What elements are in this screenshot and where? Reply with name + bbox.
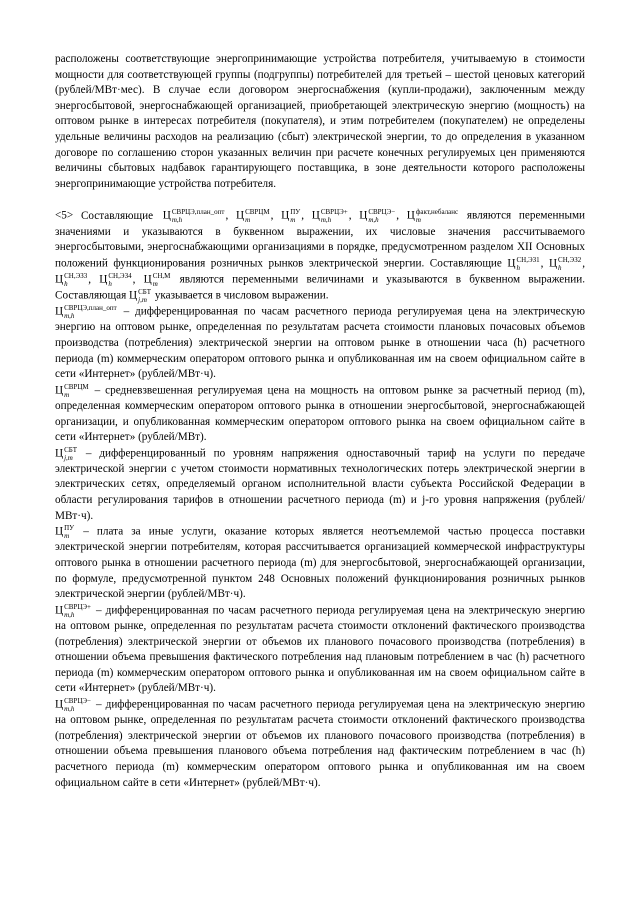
footnote-after-components: являются переменными значениями и указываются в буквенном выражении, их числовые значения рассчитываемого энергосбытовыми, энергоснабжающими организациями в порядке, предусмотренном разделом XII Основных положений функционирования розничных рынков электрической энергии. Составляющие (55, 209, 586, 270)
symbol-ch2: Ц СН,ЭЗ2 h (548, 255, 582, 272)
footnote-after-sst: указывается в числовом выражении. (154, 289, 329, 302)
definition-plus (55, 603, 585, 697)
footnote-marker: <5> (55, 209, 74, 222)
intro-paragraph: расположены соответствующие энергопринимающие устройства потребителя, учитываемую в стоимости мощности для соответствующей группы (подгруппы) потребителей для третьей – шестой ценовых категорий (рублей/МВт·мес). В случае если договором энергоснабжения (купли-продажи), заключенным между энергосбытовой, энергоснабжающей организацией, приобретающей электрическую энергию (мощность) на оптовом рынке в интересах потребителя (покупателя), и этим потребителем (покупателем) не определены удельные величины расходов на реализацию (сбыт) электрической энергии, то до определения в указанном договоре по соглашению сторон указанных величин при расчете конечных регулируемых цен применяются величины сбытовых надбавок гарантирующего поставщика, в зоне деятельности которого расположены энергопринимающие устройства потребителя. (55, 53, 585, 190)
definition-svrcm (55, 383, 585, 446)
symbol-plan-opt: Ц СВРЦЭ,план_опт m,h (162, 208, 225, 225)
symbol-sst: Ц СБТ j,m (129, 288, 152, 305)
symbol-pu: Ц ПУ m (281, 208, 301, 225)
definition-svrcm-text: – средневзвешенная регулируемая цена на мощность на оптовом рынке за расчетный период (m), определенная коммерческим оператором оптового рынка в отношении энергосбытовой, энергоснабжающей организации, и опубликованная коммерческим оператором оптового рынка на своем официальном сайте в сети «Интернет» (рублей/МВт). (55, 384, 586, 444)
symbol-ch3: Ц СН,ЭЗ3 h (55, 271, 88, 288)
definition-minus-text: – дифференцированная по часам расчетного периода регулируемая цена на электрическую энергию на оптовом рынке, определенная по результатам расчета стоимости отклонений фактического производства (потребления) электрической энергии от объемов их планового почасового производства (потребления) в отношении объема превышения планового объема потребления над фактическим потреблением в час (h) расчетного периода (m) коммерческим оператором оптового рынка и опубликованная им на своем официальном сайте в сети «Интернет» (рублей/МВт·ч). (55, 698, 586, 789)
symbol-plus-def: Ц СВРЦЭ+ m,h (55, 602, 91, 619)
footnote-paragraph: <5> Составляющие Ц СВРЦЭ,план_опт m,h , Ц СВРЦМ m , Ц ПУ m , Ц СВРЦЭ+ m,h , Ц СВРЦЭ− m,h , Ц факт,небаланс m являются переменными значениями и указываются в буквенном выражении, их числовые значения рассчитываемого энергосбытовыми, энергоснабжающими организациями в порядке, предусмотренном разделом XII Основных положений функционирования розничных рынков электрической энергии. Составляющие Ц СН,ЭЗ1 h , Ц СН,ЭЗ2 h , Ц СН,ЭЗ3 h , Ц СН,ЭЗ4 h , Ц СН,М m являются переменными величинами и указываются в буквенном выражении. Составляющая Ц СБТ j,m указывается в числовом выражении. (55, 208, 586, 305)
symbol-plan-opt-def: Ц СВРЦЭ,план_опт m,h (55, 304, 117, 321)
symbol-ch1: Ц СН,ЭЗ1 h (507, 255, 540, 272)
symbol-svrcm: Ц СВРЦМ m (235, 208, 270, 225)
symbol-svrcm-def: Ц СВРЦМ m (55, 382, 89, 399)
document-page (55, 52, 585, 791)
symbol-minus: Ц СВРЦЭ− m,h (359, 208, 396, 225)
symbol-sst-def: Ц СБТ j,m (55, 445, 77, 462)
definition-minus (55, 697, 585, 791)
definition-pu-text: – плата за иные услуги, оказание которых является неотъемлемой частью процесса поставки электрической энергии потребителям, которая рассчитывается организацией коммерческой инфраструктуры оптового рынка в отношении расчетного периода (m) для энергосбытовой, энергоснабжающей организации, по формуле, предусмотренной пунктом 248 Основных положений функционирования розничных рынков электрической энергии (рублей/МВт·ч). (55, 525, 585, 601)
symbol-chm: Ц СН,М m (143, 271, 171, 288)
paragraph-gap (55, 192, 585, 208)
definition-plan-opt (55, 304, 585, 383)
footnote-after-ch: являются переменными величинами и указываются в буквенном выражении. Составляющая (55, 273, 586, 302)
definition-plan-opt-text: – дифференцированная по часам расчетного периода регулируемая цена на электрическую энергию на оптовом рынке, определенная по результатам расчета стоимости плановых почасовых объемов производства (потребления) электрической энергии на оптовом рынке в отношении часа (h) расчетного периода (m) коммерческим оператором оптового рынка и опубликованная им на своем официальном сайте в сети «Интернет» (рублей/МВт·ч). (55, 305, 586, 381)
symbol-plus: Ц СВРЦЭ+ m,h (311, 208, 348, 225)
definition-sst (55, 446, 585, 525)
definition-pu (55, 524, 585, 603)
definition-plus-text: – дифференцированная по часам расчетного периода регулируемая цена на электрическую энергию на оптовом рынке, определенная по результатам расчета стоимости отклонений фактического производства (потребления) электрической энергии от объемов их планового почасового производства (потребления) в отношении объема превышения фактического потребления над плановым потреблением в час (h) расчетного периода (m) коммерческим оператором оптового рынка и опубликованная им на своем официальном сайте в сети «Интернет» (рублей/МВт·ч). (55, 604, 586, 695)
symbol-ch4: Ц СН,ЭЗ4 h (99, 271, 132, 288)
symbol-fact: Ц факт,небаланс m (406, 208, 459, 225)
definition-sst-text: – дифференцированный по уровням напряжения одноставочный тариф на услуги по передаче электрической энергии с учетом стоимости нормативных технологических потерь электрической энергии в электрических сетях, определяемый органом исполнительной власти субъекта Российской Федерации в области регулирования тарифов в отношении расчетного периода (m) и j-го уровня напряжения (рублей/МВт·ч). (55, 447, 585, 522)
symbol-pu-def: Ц ПУ m (55, 524, 75, 541)
footnote-lead: Составляющие (80, 209, 154, 222)
symbol-minus-def: Ц СВРЦЭ− m,h (55, 696, 91, 713)
